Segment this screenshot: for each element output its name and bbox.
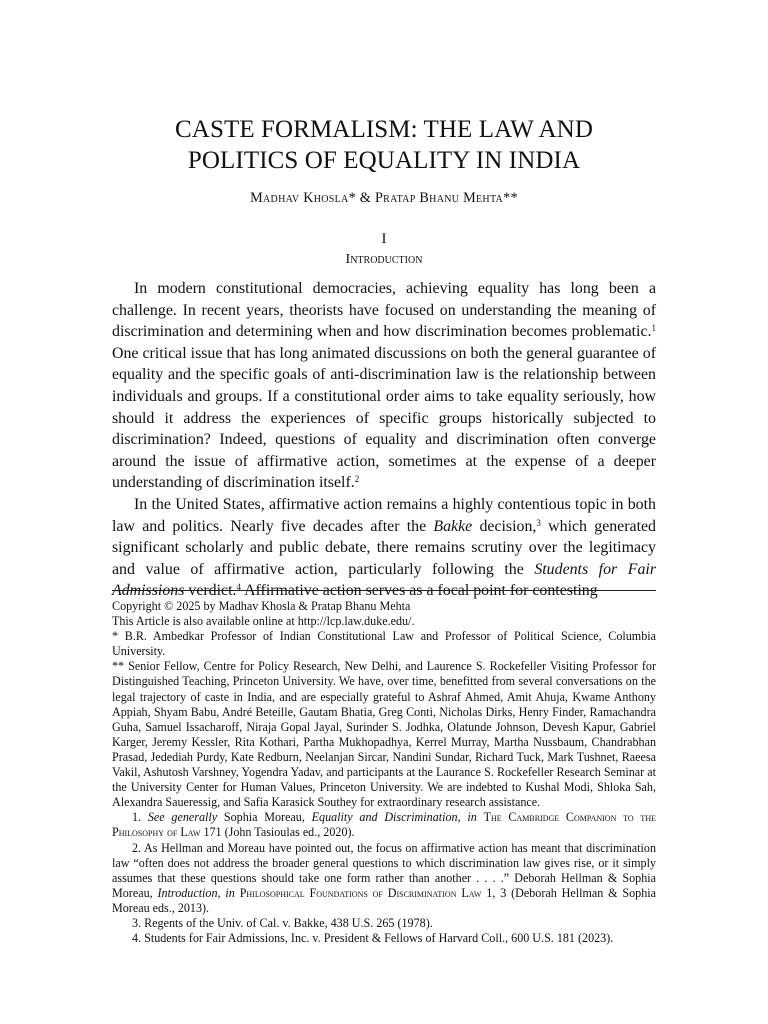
section-title: Introduction (345, 252, 423, 267)
footnote-4 (112, 931, 656, 946)
author-note-2: ** Senior Fellow, Centre for Policy Research, New Delhi, and Laurence S. Rockefeller Visiting Professor for Distinguished Teaching, Princeton University. We have, over time, benefitted from several conversations on the legal trajectory of caste in India, and are especially grateful to Ashraf Ahmed, Amit Ahuja, Kwame Anthony Appiah, Shyam Babu, André Beteille, Gautam Bhatia, Greg Conti, Nicholas Dirks, Henry Finder, Ramachandra Guha, Samuel Issacharoff, Niraja Gopal Jayal, Surinder S. Jodhka, Olatunde Johnson, Devesh Kapur, Gabriel Karger, Jeremy Kessler, Rita Kothari, Partha Mukhopadhya, Kerrel Murray, Martha Nussbaum, Chandrabhan Prasad, Jedediah Purdy, Kate Redburn, Neelanjan Sircar, Nandini Sundar, Richard Tuck, Mark Tushnet, Raeesa Vakil, Ashutosh Varshney, Yogendra Yadav, and participants at the Laurance S. Rockefeller Research Seminar at the University Center for Human Values, Princeton University. We are indebted to Kushal Modi, Shloka Sah, Alexandra Saueressig, and Safia Karasick Southey for extraordinary research assistance. (112, 659, 656, 810)
footnote-ref-2[interactable]: 2 (354, 474, 360, 485)
fn1-text-d: 171 (John Tasioulas ed., 2020). (200, 825, 355, 840)
fn1-book: The Cambridge Companion to the Philosophy of Law (112, 810, 656, 840)
title-line-2: POLITICS OF EQUALITY IN INDIA (187, 147, 581, 174)
fn1-signal: See generally (147, 810, 218, 825)
footnote-1 (112, 810, 656, 840)
availability-note: This Article is also available online at http://lcp.law.duke.edu/. (112, 614, 415, 629)
case-name-sfa: Students for Fair Admissions (112, 560, 656, 600)
body-text (112, 278, 656, 602)
p2-text-a: In the United States, affirmative action remains a highly contentious topic in both law and politics. Nearly five decades after the (112, 495, 656, 535)
p1-text-a: In modern constitutional democracies, achieving equality has long been a challenge. In recent years, theorists have focused on understanding the meaning of discrimination and determining when and how discrimination becomes problematic. (112, 280, 656, 341)
fn2-text-b: , (217, 885, 226, 900)
footnote-divider (112, 590, 656, 591)
p2-text-c: which generated significant scholarly and public debate, there remains scrutiny over the legitimacy and value of affirmative action, particularly following the (112, 517, 656, 578)
section-number: I (381, 231, 387, 247)
fn3-number: 3. (132, 915, 142, 930)
author-line: Madhav Khosla* & Pratap Bhanu Mehta** (250, 190, 518, 206)
p2-text-e: Affirmative action serves as a focal point for contesting (240, 582, 598, 600)
title-line-1: CASTE FORMALISM: THE LAW AND (175, 116, 593, 143)
fn4-number: 4. (132, 931, 142, 946)
footnote-ref-4[interactable]: 4 (236, 582, 241, 593)
fn1-text-b: , (457, 810, 468, 825)
fn1-in: in (467, 810, 477, 825)
case-name-bakke: Bakke (433, 517, 473, 535)
fn3-text: Regents of the Univ. of Cal. v. Bakke, 438 U.S. 265 (1978). (141, 915, 433, 930)
fn2-title: Introduction (157, 885, 218, 900)
fn1-number: 1. (132, 810, 142, 825)
fn4-text: Students for Fair Admissions, Inc. v. President & Fellows of Harvard Coll., 600 U.S. 181 (2023). (141, 931, 614, 946)
footnote-2 (112, 841, 656, 916)
author-note-1: * B.R. Ambedkar Professor of Indian Constitutional Law and Professor of Political Science, Columbia University. (112, 629, 656, 659)
p1-text-b: One critical issue that has long animated discussions on both the general guarantee of equality and the specific goals of anti-discrimination law is the relationship between individuals and groups. If a constitutional order aims to take equality seriously, how should it address the experiences of specific groups historically subjected to discrimination? Indeed, questions of equality and discrimination often converge around the issue of affirmative action, sometimes at the expense of a deeper understanding of discrimination itself. (112, 344, 656, 492)
footnotes (112, 599, 656, 946)
paragraph-1 (112, 278, 656, 494)
fn2-text-d: 1, 3 (Deborah Hellman & Sophia Moreau eds., 2013). (112, 885, 657, 915)
p2-text-b: decision, (472, 517, 537, 535)
fn2-in: in (225, 885, 235, 900)
fn1-text-c (477, 810, 484, 824)
footnote-ref-3[interactable]: 3 (536, 517, 541, 528)
fn2-book: Philosophical Foundations of Discrimination Law (239, 885, 482, 900)
fn2-number: 2. (132, 840, 142, 855)
footnote-ref-1[interactable]: 1 (651, 323, 656, 334)
fn1-text-a: Sophia Moreau, (217, 810, 312, 825)
fn1-title: Equality and Discrimination (311, 810, 458, 825)
footnote-3 (112, 916, 656, 931)
p2-text-d: verdict. (184, 582, 237, 600)
article-title (112, 114, 656, 176)
fn2-text-a: As Hellman and Moreau have pointed out, the focus on affirmative action has meant that discrimination law “often does not address the broader general questions to which discrimination law gives rise, or it simply assumes that these questions should take one form rather than another . . . .” Deborah Hellman & Sophia Moreau, (112, 840, 656, 900)
copyright-notice: Copyright © 2025 by Madhav Khosla & Pratap Bhanu Mehta (112, 599, 411, 613)
paragraph-2 (112, 494, 656, 602)
